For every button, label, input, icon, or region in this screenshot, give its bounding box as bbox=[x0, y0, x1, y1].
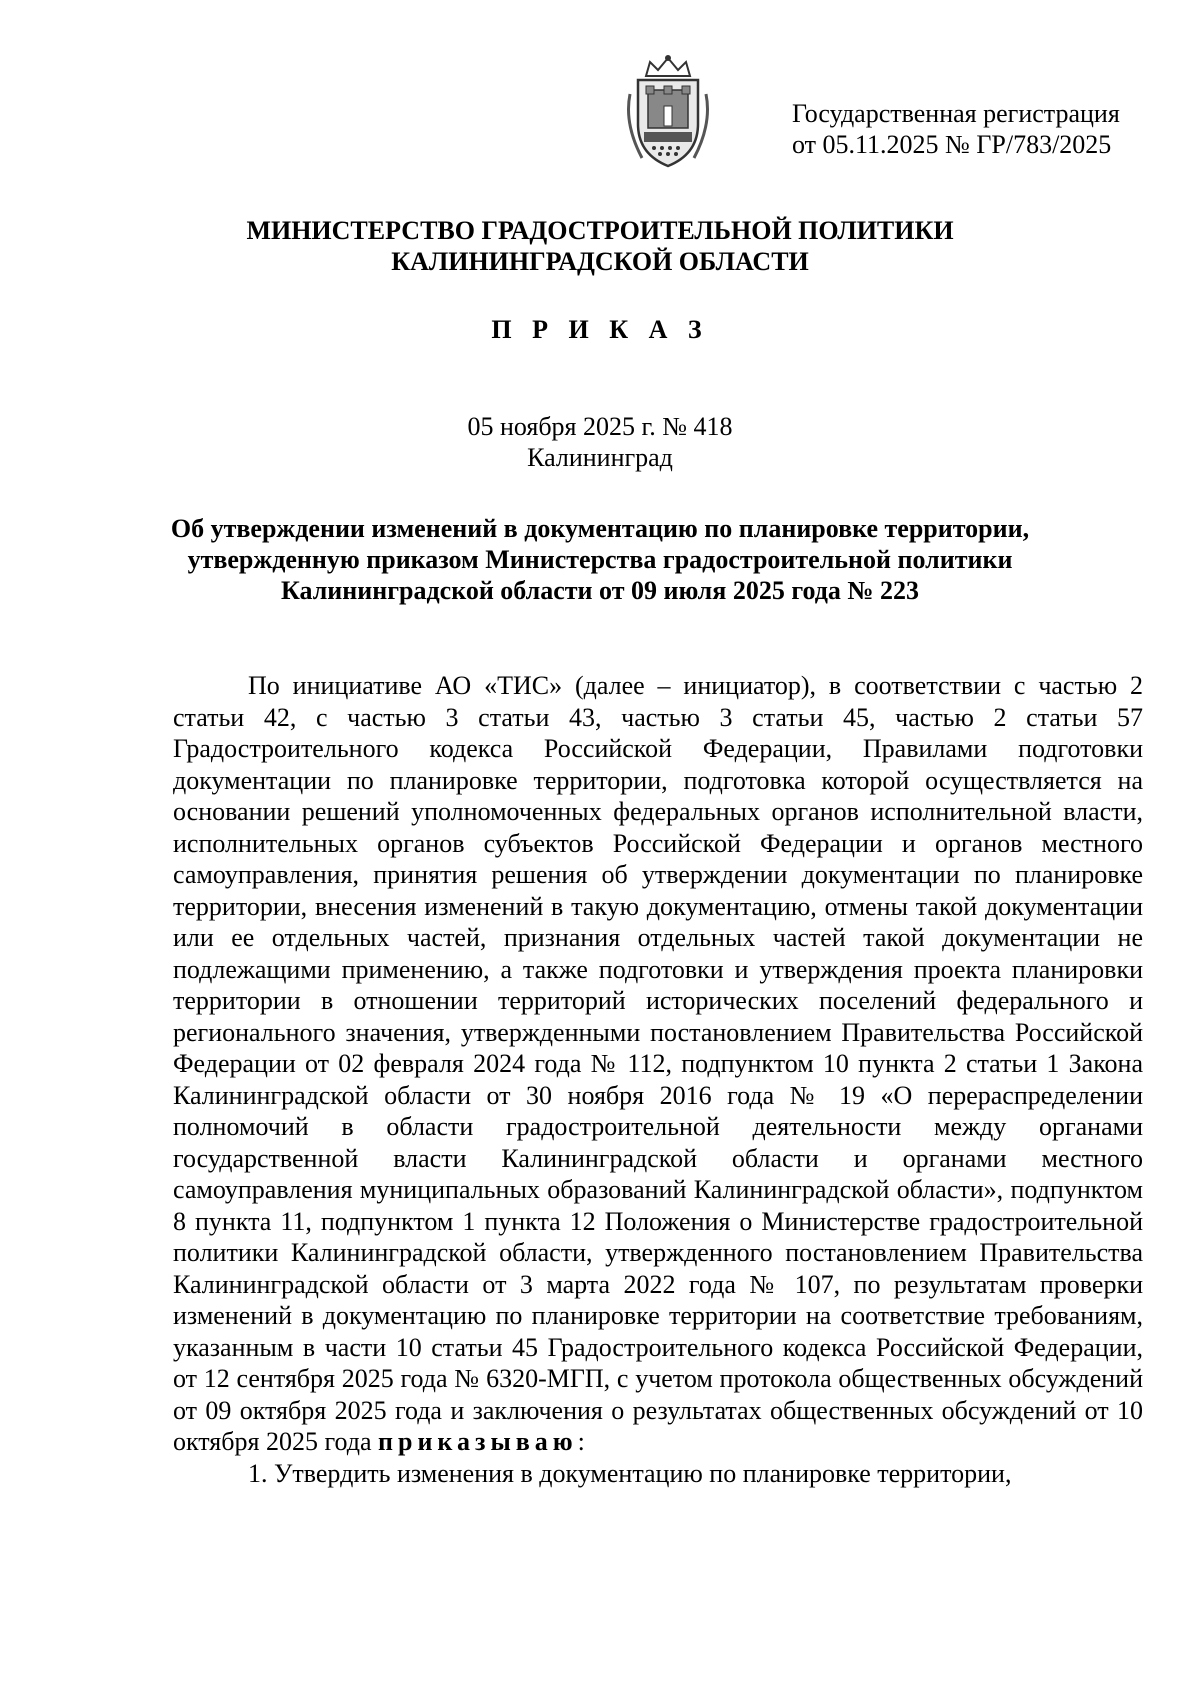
order-verb: приказываю bbox=[378, 1427, 578, 1456]
order-city: Калининград bbox=[527, 443, 673, 472]
ministry-name bbox=[100, 215, 1100, 277]
order-body bbox=[173, 670, 1143, 1489]
document-type-title: П Р И К А З bbox=[491, 315, 709, 344]
registration-line-1: Государственная регистрация bbox=[792, 99, 1120, 128]
preamble-text: По инициативе АО «ТИС» (далее – инициатор), в соответствии с частью 2 статьи 42, с частью 3 статьи 43, частью 3 статьи 45, частью 2 статьи 57 Градостроительного кодекса Российской Федерации, Правилами подготовки документации по планировке территории, подготовка которой осуществляется на основании решений уполномоченных федеральных органов исполнительной власти, исполнительных органов субъектов Российской Федерации и органов местного самоуправления, принятия решения об утверждении документации по планировке территории, внесения изменений в такую документацию, отмены такой документации или ее отдельных частей, признания отдельных частей такой документации не подлежащими применению, а также подготовки и утверждения проекта планировки территории в отношении территорий исторических поселений федерального и регионального значения, утвержденными постановлением Правительства Российской Федерации от 02 февраля 2024 года № 112, подпунктом 10 пункта 2 статьи 1 Закона Калининградской области от 30 ноября 2016 года № 19 «О перераспределении полномочий в области градостроительной деятельности между органами государственной власти Калининградской области и органами местного самоуправления муниципальных образований Калининградской области», подпунктом 8 пункта 11, подпунктом 1 пункта 12 Положения о Министерстве градостроительной политики Калининградской области, утвержденного постановлением Правительства Калининградской области от 3 марта 2022 года № 107, по результатам проверки изменений в документацию по планировке территории на соответствие требованиям, указанным в части 10 статьи 45 Градостроительного кодекса Российской Федерации, от 12 сентября 2025 года № 6320-МГП, с учетом протокола общественных обсуждений от 09 октября 2025 года и заключения о результатах общественных обсуждений от 10 октября 2025 года bbox=[173, 671, 1143, 1456]
order-date-place bbox=[100, 411, 1100, 473]
order-item-1: 1. Утвердить изменения в документацию по планировке территории, bbox=[248, 1458, 1012, 1488]
preamble-paragraph bbox=[173, 670, 1143, 1458]
subject-line-3: Калининградской области от 09 июля 2025 года № 223 bbox=[280, 576, 920, 605]
ministry-line-2: КАЛИНИНГРАДСКОЙ ОБЛАСТИ bbox=[391, 247, 809, 276]
order-date-number: 05 ноября 2025 г. № 418 bbox=[467, 412, 733, 441]
subject-line-2: утвержденную приказом Министерства градостроительной политики bbox=[187, 545, 1013, 574]
order-subject bbox=[150, 513, 1050, 606]
coat-of-arms-icon bbox=[620, 54, 716, 170]
subject-line-1: Об утверждении изменений в документацию по планировке территории, bbox=[170, 514, 1030, 543]
registration-stamp bbox=[792, 98, 1152, 160]
ministry-line-1: МИНИСТЕРСТВО ГРАДОСТРОИТЕЛЬНОЙ ПОЛИТИКИ bbox=[246, 216, 954, 245]
order-verb-colon: : bbox=[577, 1427, 585, 1456]
registration-line-2: от 05.11.2025 № ГР/783/2025 bbox=[792, 130, 1112, 159]
